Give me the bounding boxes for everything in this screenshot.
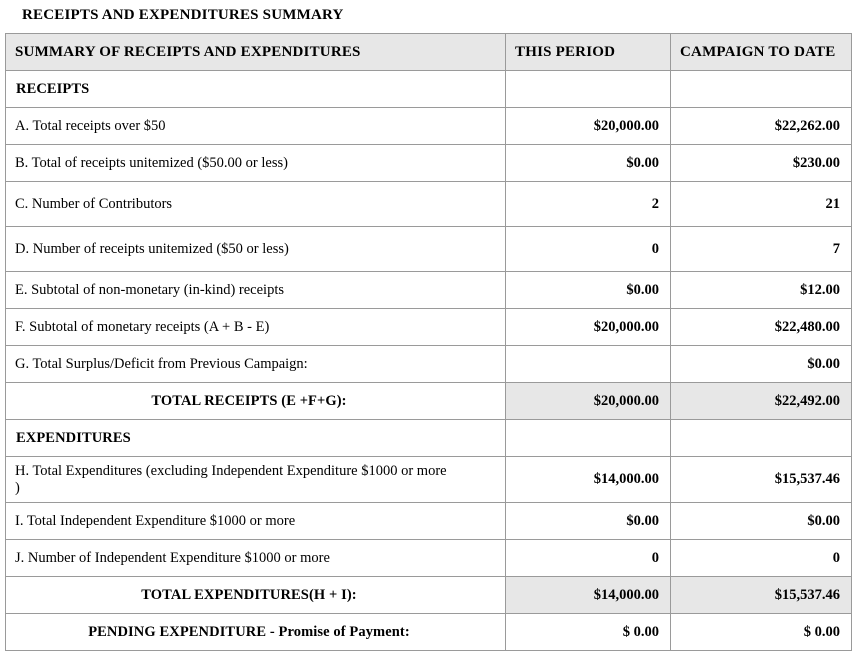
total-receipts-label: TOTAL RECEIPTS (E +F+G):	[6, 383, 506, 420]
row-period-e: $0.00	[506, 272, 671, 309]
table-row-b	[6, 145, 852, 182]
total-expenditures-label: TOTAL EXPENDITURES(H + I):	[6, 577, 506, 614]
row-label-d: D. Number of receipts unitemized ($50 or less)	[6, 227, 506, 272]
table-row-f	[6, 309, 852, 346]
total-receipts-campaign: $22,492.00	[671, 383, 852, 420]
section-header-expenditures: EXPENDITURES	[6, 420, 506, 457]
table-header-row	[6, 34, 852, 71]
table-row-section-receipts	[6, 71, 852, 108]
table-row-total-receipts	[6, 383, 852, 420]
row-label-j: J. Number of Independent Expenditure $1000 or more	[6, 540, 506, 577]
row-label-f: F. Subtotal of monetary receipts (A + B - E)	[6, 309, 506, 346]
table-row-i	[6, 503, 852, 540]
table-row-total-expenditures	[6, 577, 852, 614]
cell-campaign-empty-2	[671, 420, 852, 457]
table-row-e	[6, 272, 852, 309]
row-label-g: G. Total Surplus/Deficit from Previous Campaign:	[6, 346, 506, 383]
column-header-this-period: THIS PERIOD	[506, 34, 671, 71]
row-campaign-d: 7	[671, 227, 852, 272]
table-body	[6, 71, 852, 651]
row-label-c: C. Number of Contributors	[6, 182, 506, 227]
column-header-campaign-to-date: CAMPAIGN TO DATE	[671, 34, 852, 71]
page-title: RECEIPTS AND EXPENDITURES SUMMARY	[22, 7, 344, 23]
pending-expenditure-campaign: $ 0.00	[671, 614, 852, 651]
row-period-f: $20,000.00	[506, 309, 671, 346]
row-period-h: $14,000.00	[506, 457, 671, 503]
row-campaign-i: $0.00	[671, 503, 852, 540]
pending-expenditure-label: PENDING EXPENDITURE - Promise of Payment:	[6, 614, 506, 651]
row-period-i: $0.00	[506, 503, 671, 540]
row-period-b: $0.00	[506, 145, 671, 182]
row-label-h-line1: H. Total Expenditures (excluding Independent Expenditure $1000 or more	[15, 462, 447, 479]
receipts-expenditures-table	[5, 33, 852, 651]
table-row-j	[6, 540, 852, 577]
summary-table-container	[0, 24, 862, 651]
row-label-a: A. Total receipts over $50	[6, 108, 506, 145]
table-header	[6, 34, 852, 71]
row-label-i: I. Total Independent Expenditure $1000 or more	[6, 503, 506, 540]
row-label-e: E. Subtotal of non-monetary (in-kind) receipts	[6, 272, 506, 309]
total-expenditures-campaign: $15,537.46	[671, 577, 852, 614]
row-campaign-a: $22,262.00	[671, 108, 852, 145]
section-header-receipts: RECEIPTS	[6, 71, 506, 108]
row-campaign-h: $15,537.46	[671, 457, 852, 503]
row-label-h-line2: )	[15, 479, 20, 496]
row-campaign-f: $22,480.00	[671, 309, 852, 346]
table-row-h	[6, 457, 852, 503]
row-period-d: 0	[506, 227, 671, 272]
row-campaign-b: $230.00	[671, 145, 852, 182]
cell-period-empty	[506, 71, 671, 108]
column-header-summary: SUMMARY OF RECEIPTS AND EXPENDITURES	[6, 34, 506, 71]
row-campaign-g: $0.00	[671, 346, 852, 383]
table-row-pending-expenditure	[6, 614, 852, 651]
total-receipts-period: $20,000.00	[506, 383, 671, 420]
row-period-a: $20,000.00	[506, 108, 671, 145]
cell-period-empty-2	[506, 420, 671, 457]
row-campaign-j: 0	[671, 540, 852, 577]
table-row-g	[6, 346, 852, 383]
row-label-b: B. Total of receipts unitemized ($50.00 or less)	[6, 145, 506, 182]
table-row-a	[6, 108, 852, 145]
row-period-g	[506, 346, 671, 383]
pending-expenditure-period: $ 0.00	[506, 614, 671, 651]
table-row-c	[6, 182, 852, 227]
cell-campaign-empty	[671, 71, 852, 108]
row-campaign-e: $12.00	[671, 272, 852, 309]
table-row-section-expenditures	[6, 420, 852, 457]
row-period-c: 2	[506, 182, 671, 227]
row-period-j: 0	[506, 540, 671, 577]
table-row-d	[6, 227, 852, 272]
total-expenditures-period: $14,000.00	[506, 577, 671, 614]
row-label-h	[6, 457, 506, 503]
row-campaign-c: 21	[671, 182, 852, 227]
